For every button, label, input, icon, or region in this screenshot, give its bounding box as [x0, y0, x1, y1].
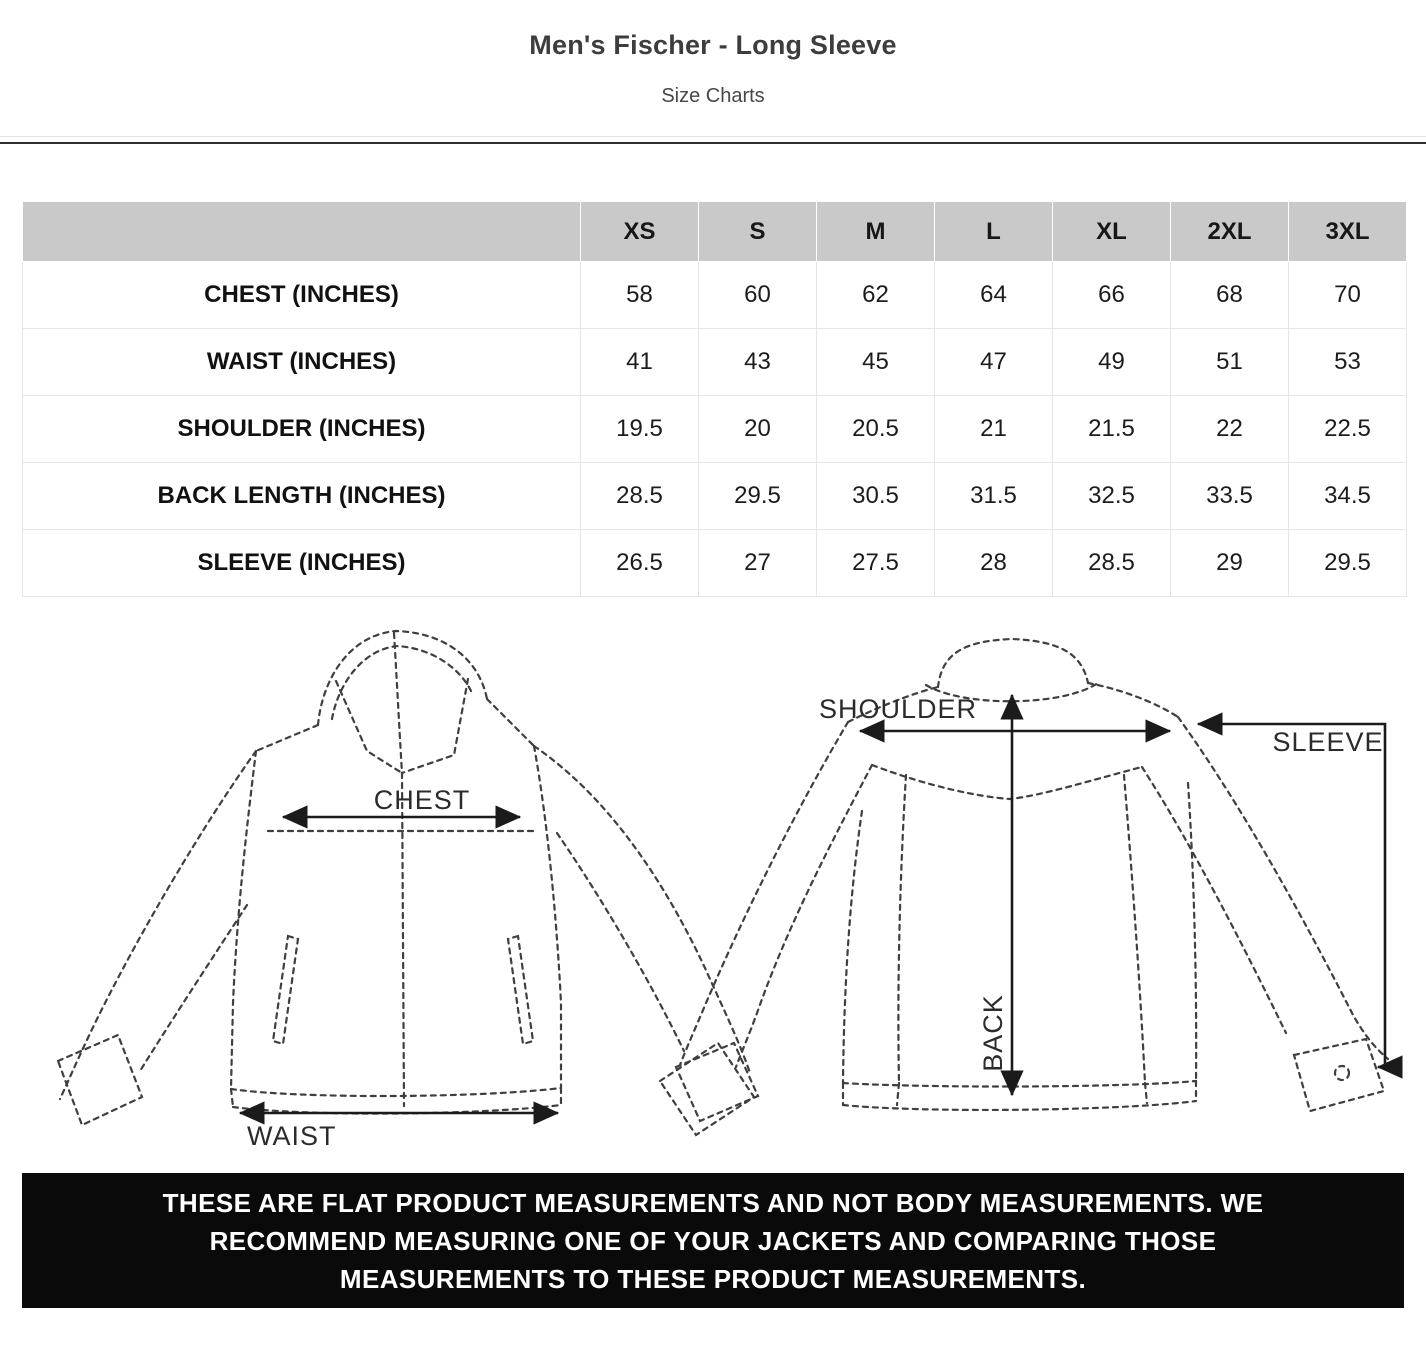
col-header-m: M	[817, 202, 935, 262]
cell-shoulder-xl: 21.5	[1053, 396, 1171, 463]
cell-shoulder-m: 20.5	[817, 396, 935, 463]
disclaimer-line: THESE ARE FLAT PRODUCT MEASUREMENTS AND NOT BODY MEASUREMENTS. WE	[162, 1187, 1264, 1218]
sleeve-measure-line	[1198, 724, 1385, 1067]
row-label-back-length: BACK LENGTH (INCHES)	[23, 463, 581, 530]
jacket-measurement-diagram	[0, 583, 1426, 1173]
cell-sleeve-2xl: 29	[1171, 530, 1289, 597]
row-label-chest: CHEST (INCHES)	[23, 262, 581, 329]
cell-waist-2xl: 51	[1171, 329, 1289, 396]
waist-label: WAIST	[247, 1121, 337, 1151]
cell-chest-m: 62	[817, 262, 935, 329]
front-jacket-sketch	[58, 631, 754, 1135]
cell-chest-s: 60	[699, 262, 817, 329]
cell-waist-3xl: 53	[1289, 329, 1407, 396]
cell-waist-s: 43	[699, 329, 817, 396]
back-label: BACK	[978, 994, 1008, 1072]
cell-chest-2xl: 68	[1171, 262, 1289, 329]
cell-chest-xs: 58	[581, 262, 699, 329]
cell-back-xl: 32.5	[1053, 463, 1171, 530]
cell-back-2xl: 33.5	[1171, 463, 1289, 530]
chest-label: CHEST	[373, 785, 471, 815]
cell-shoulder-l: 21	[935, 396, 1053, 463]
cell-sleeve-3xl: 29.5	[1289, 530, 1407, 597]
row-label-shoulder: SHOULDER (INCHES)	[23, 396, 581, 463]
cell-sleeve-m: 27.5	[817, 530, 935, 597]
cell-waist-xl: 49	[1053, 329, 1171, 396]
table-row-back-length	[23, 463, 1407, 530]
row-label-sleeve: SLEEVE (INCHES)	[23, 530, 581, 597]
cell-sleeve-xl: 28.5	[1053, 530, 1171, 597]
cell-waist-l: 47	[935, 329, 1053, 396]
disclaimer-line: MEASUREMENTS TO THESE PRODUCT MEASUREMENTS.	[339, 1263, 1087, 1294]
cell-chest-l: 64	[935, 262, 1053, 329]
header-divider	[0, 136, 1426, 144]
cell-shoulder-2xl: 22	[1171, 396, 1289, 463]
page-title: Men's Fischer - Long Sleeve	[529, 30, 897, 60]
cell-shoulder-3xl: 22.5	[1289, 396, 1407, 463]
col-header-s: S	[699, 202, 817, 262]
cell-back-3xl: 34.5	[1289, 463, 1407, 530]
sleeve-label: SLEEVE	[1272, 727, 1384, 757]
cell-sleeve-xs: 26.5	[581, 530, 699, 597]
cell-shoulder-xs: 19.5	[581, 396, 699, 463]
disclaimer-line: RECOMMEND MEASURING ONE OF YOUR JACKETS AND COMPARING THOSE	[209, 1225, 1217, 1256]
row-label-waist: WAIST (INCHES)	[23, 329, 581, 396]
table-row-waist	[23, 329, 1407, 396]
cuff-button-icon	[1335, 1066, 1349, 1080]
corner-cell	[23, 202, 581, 262]
cell-chest-3xl: 70	[1289, 262, 1407, 329]
disclaimer-banner	[22, 1173, 1404, 1308]
cell-waist-xs: 41	[581, 329, 699, 396]
shoulder-label: SHOULDER	[818, 694, 978, 724]
page-subtitle: Size Charts	[661, 85, 765, 107]
cell-back-l: 31.5	[935, 463, 1053, 530]
col-header-3xl: 3XL	[1289, 202, 1407, 262]
cell-sleeve-l: 28	[935, 530, 1053, 597]
back-jacket-sketch	[676, 639, 1388, 1121]
cell-back-xs: 28.5	[581, 463, 699, 530]
col-header-xl: XL	[1053, 202, 1171, 262]
cell-back-s: 29.5	[699, 463, 817, 530]
col-header-xs: XS	[581, 202, 699, 262]
table-row-chest	[23, 262, 1407, 329]
cell-sleeve-s: 27	[699, 530, 817, 597]
table-row-shoulder	[23, 396, 1407, 463]
cell-chest-xl: 66	[1053, 262, 1171, 329]
size-header-row	[23, 202, 1407, 262]
cell-waist-m: 45	[817, 329, 935, 396]
cell-back-m: 30.5	[817, 463, 935, 530]
cell-shoulder-s: 20	[699, 396, 817, 463]
size-chart-table	[22, 201, 1407, 597]
col-header-2xl: 2XL	[1171, 202, 1289, 262]
col-header-l: L	[935, 202, 1053, 262]
